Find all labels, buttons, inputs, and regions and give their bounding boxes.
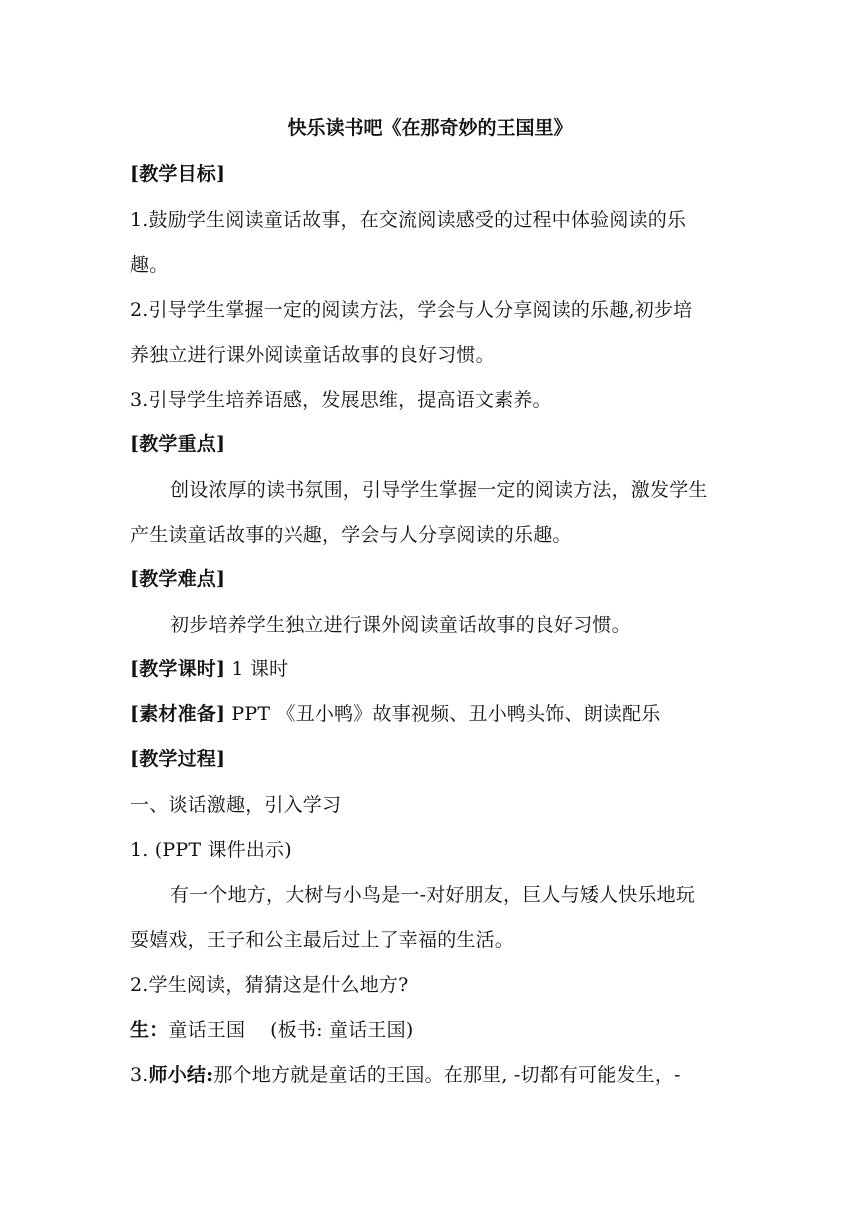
class-hours-value: 1 课时 [225, 658, 289, 680]
process-heading: [教学过程] [130, 748, 226, 770]
document-title: 快乐读书吧《在那奇妙的王国里》 [287, 117, 573, 139]
materials-value: PPT 《丑小鸭》故事视频、丑小鸭头饰、朗读配乐 [225, 703, 661, 725]
materials-row [130, 700, 661, 728]
process-step-1-text-line-2: 耍嬉戏，王子和公主最后过上了幸福的生活。 [130, 929, 515, 951]
class-hours-row [130, 655, 288, 683]
student-answer-row [130, 1016, 413, 1044]
key-points-heading: [教学重点] [130, 433, 226, 455]
key-points-line-1: 创设浓厚的读书氛围，引导学生掌握一定的阅读方法，激发学生 [170, 479, 708, 501]
process-step-1: 1. (PPT 课件出示) [130, 839, 292, 861]
student-label: 生： [130, 1019, 169, 1041]
process-step-1-text-line-1: 有一个地方，大树与小鸟是一-对好朋友，巨人与矮人快乐地玩 [170, 884, 696, 906]
class-hours-label: [教学课时] [130, 658, 226, 680]
objective-3: 3.引导学生培养语感，发展思维，提高语文素养。 [130, 389, 552, 411]
objective-2-line-2: 养独立进行课外阅读童话故事的良好习惯。 [130, 344, 495, 366]
difficulties-line-1: 初步培养学生独立进行课外阅读童话故事的良好习惯。 [170, 614, 631, 636]
teacher-summary-label: 师小结: [148, 1064, 214, 1086]
teacher-summary-text: 那个地方就是童话的王国。在那里, -切都有可能发生，- [213, 1064, 681, 1086]
process-step-2: 2.学生阅读，猜猜这是什么地方? [130, 974, 409, 996]
objective-1-line-2: 趣。 [130, 254, 169, 276]
process-section-1: 一、谈话激趣，引入学习 [130, 794, 342, 816]
objective-1-line-1: 1.鼓励学生阅读童话故事，在交流阅读感受的过程中体验阅读的乐 [130, 209, 687, 231]
student-answer: 童话王国 (板书: 童话王国) [168, 1019, 414, 1041]
teacher-summary-row [130, 1061, 681, 1089]
objectives-heading: [教学目标] [130, 163, 226, 185]
objective-2-line-1: 2.引导学生掌握一定的阅读方法，学会与人分享阅读的乐趣,初步培 [130, 299, 693, 321]
key-points-line-2: 产生读童话故事的兴趣，学会与人分享阅读的乐趣。 [130, 524, 572, 546]
step-3-number: 3. [130, 1064, 149, 1086]
difficulties-heading: [教学难点] [130, 568, 226, 590]
materials-label: [素材准备] [130, 703, 226, 725]
